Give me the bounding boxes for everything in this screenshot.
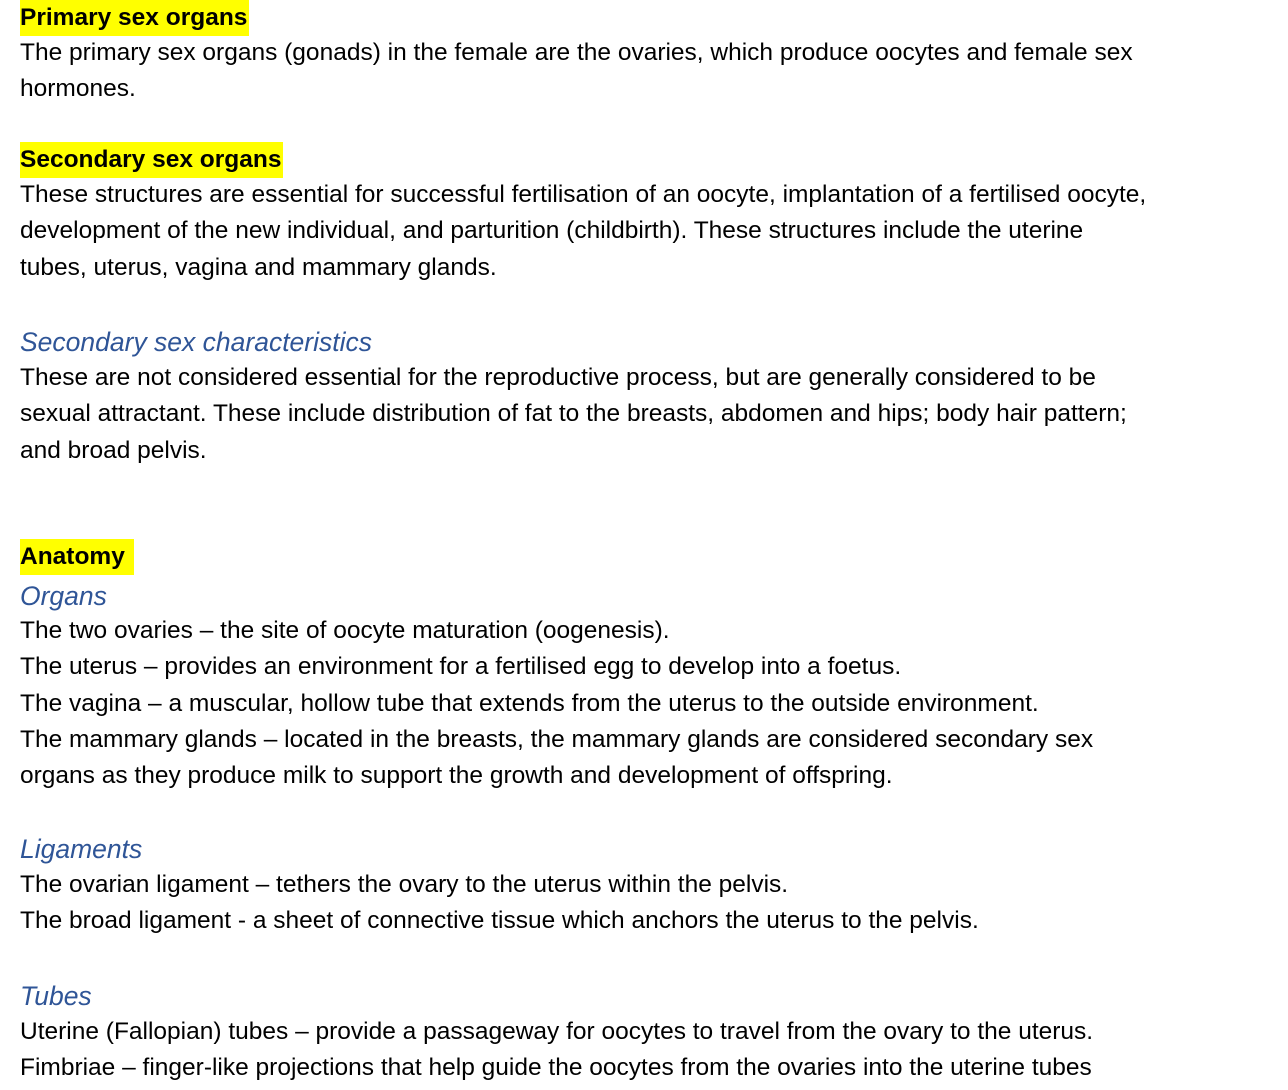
list-item: organs as they produce milk to support the growth and development of offspring. bbox=[20, 762, 893, 790]
subsection-ligaments bbox=[20, 830, 142, 868]
paragraph-line: These structures are essential for successful fertilisation of an oocyte, implantation of a fertilised oocyte, bbox=[20, 181, 1147, 208]
list-item: Fimbriae – finger-like projections that help guide the oocytes from the ovaries into the uterine tubes bbox=[20, 1054, 1092, 1082]
paragraph-line: sexual attractant. These include distribution of fat to the breasts, abdomen and hips; body hair pattern; bbox=[20, 400, 1127, 428]
subheading-organs: Organs bbox=[20, 581, 107, 611]
list-item: The uterus – provides an environment for a fertilised egg to develop into a foetus. bbox=[20, 653, 902, 681]
list-ligaments bbox=[20, 867, 979, 940]
paragraph-line: and broad pelvis. bbox=[20, 436, 207, 464]
list-item: Uterine (Fallopian) tubes – provide a passageway for oocytes to travel from the ovary to the uterus. bbox=[20, 1018, 1094, 1045]
section-heading-anatomy: Anatomy bbox=[20, 539, 134, 575]
paragraph-line: These are not considered essential for the reproductive process, but are generally considered to be bbox=[20, 364, 1096, 391]
list-item: The mammary glands – located in the breasts, the mammary glands are considered secondary sex bbox=[20, 725, 1094, 753]
section-anatomy bbox=[20, 539, 134, 575]
section-heading-primary: Primary sex organs bbox=[20, 0, 249, 36]
section-secondary-sex-organs bbox=[20, 142, 283, 178]
section-secondary-characteristics bbox=[20, 323, 372, 361]
subheading-tubes: Tubes bbox=[20, 981, 92, 1011]
section-primary-sex-organs bbox=[20, 0, 249, 36]
list-organs bbox=[20, 613, 1093, 794]
paragraph-characteristics bbox=[20, 360, 1127, 469]
subheading-characteristics: Secondary sex characteristics bbox=[20, 327, 373, 357]
list-item: The vagina – a muscular, hollow tube that extends from the uterus to the outside environment. bbox=[20, 689, 1039, 717]
list-item: The ovarian ligament – tethers the ovary to the uterus within the pelvis. bbox=[20, 871, 789, 898]
paragraph-primary bbox=[20, 35, 1133, 108]
list-tubes bbox=[20, 1014, 1093, 1087]
paragraph-line: hormones. bbox=[20, 75, 136, 103]
paragraph-secondary bbox=[20, 177, 1146, 286]
section-heading-secondary: Secondary sex organs bbox=[20, 142, 283, 178]
paragraph-line: tubes, uterus, vagina and mammary glands. bbox=[20, 253, 497, 281]
subheading-ligaments: Ligaments bbox=[20, 834, 143, 864]
paragraph-line: development of the new individual, and parturition (childbirth). These structures include the uterine bbox=[20, 217, 1084, 245]
paragraph-line: The primary sex organs (gonads) in the female are the ovaries, which produce oocytes and female sex bbox=[20, 39, 1133, 66]
list-item: The broad ligament - a sheet of connective tissue which anchors the uterus to the pelvis. bbox=[20, 907, 979, 935]
subsection-organs bbox=[20, 577, 107, 615]
subsection-tubes bbox=[20, 977, 92, 1015]
list-item: The two ovaries – the site of oocyte maturation (oogenesis). bbox=[20, 617, 670, 644]
